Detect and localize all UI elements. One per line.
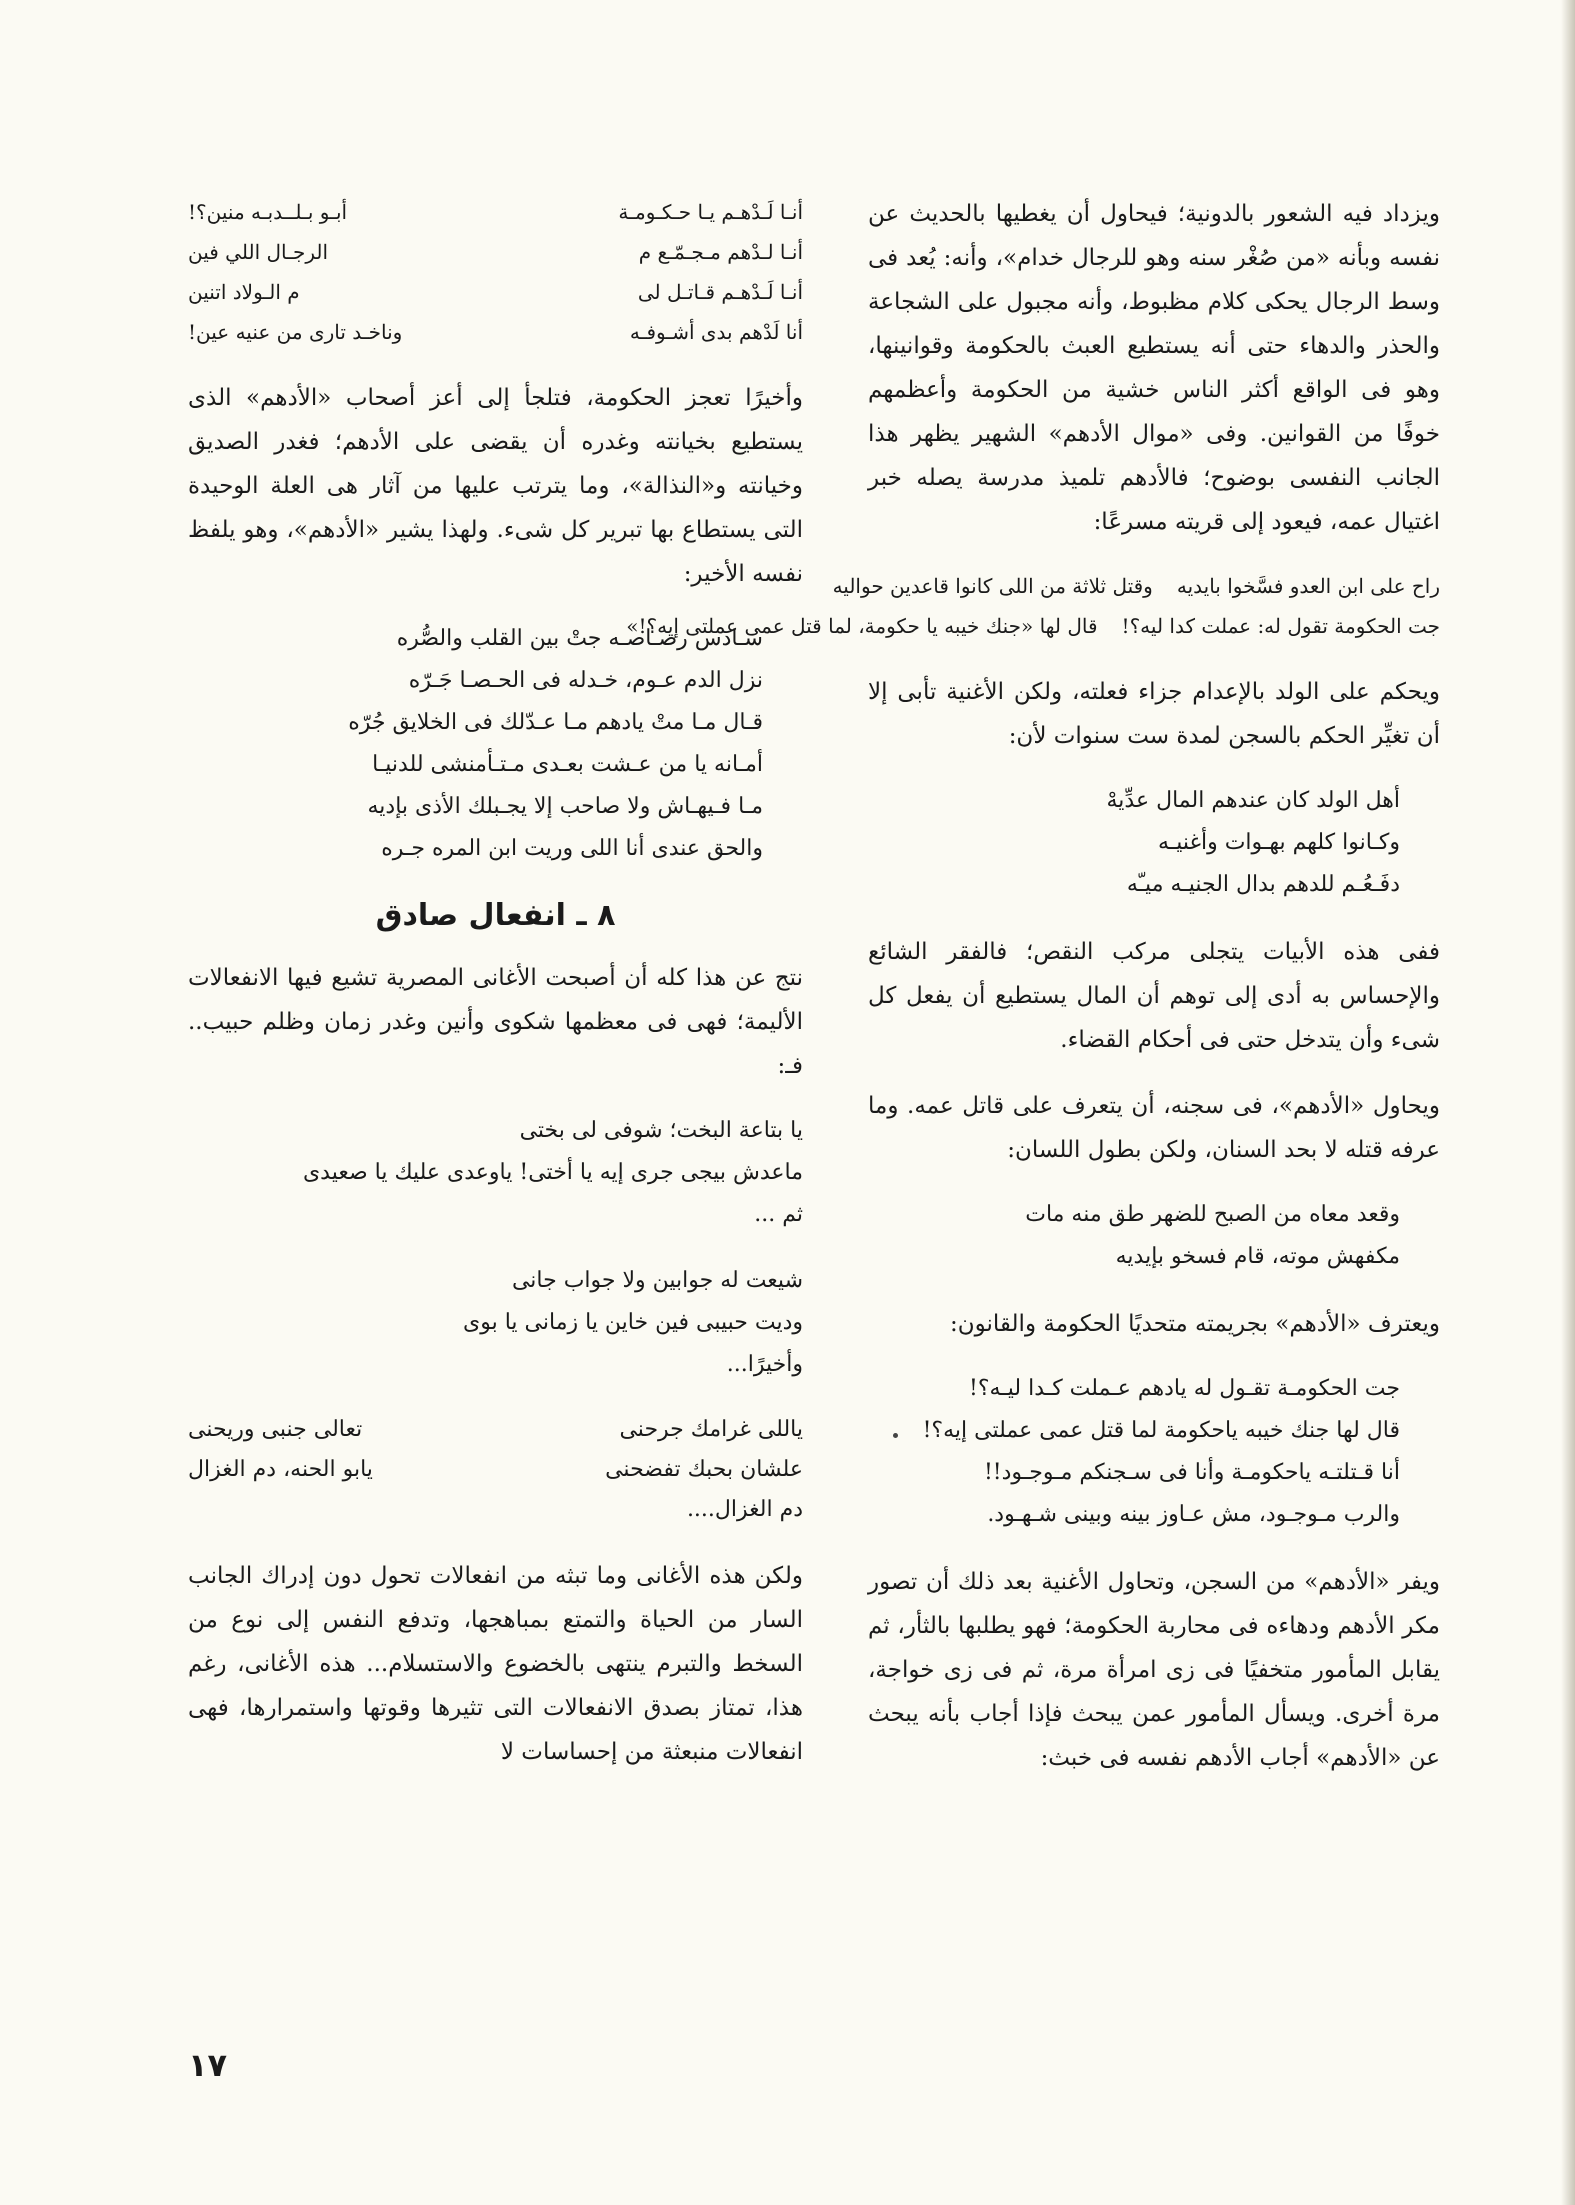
verse-half: تعالى جنبى وريحنى <box>188 1417 363 1442</box>
verse-row <box>188 272 803 312</box>
verse-block <box>188 1260 803 1386</box>
verse-block <box>908 1368 1400 1536</box>
verse-half: أنـا لـدْهم مـجـمّـع م <box>638 240 803 264</box>
paragraph: ويحكم على الولد بالإعدام جزاء فعلته، ولكن الأغنية تأبى إلا أن تغيِّر الحكم بالسجن لمدة ست سنوات لأن: <box>868 679 1440 749</box>
verse-row <box>188 232 803 272</box>
page-edge-shadow <box>1561 0 1575 2205</box>
verse-line: دم الغزال.... <box>686 1497 803 1522</box>
verse-row <box>188 1450 803 1490</box>
verse-half: وقتل ثلاثة من اللى كانوا قاعدين حواليه <box>832 574 1153 598</box>
two-part-verse <box>188 192 803 352</box>
verse-line: يا بتاعة البخت؛ شوفى لى بختى <box>519 1118 803 1143</box>
verse-row <box>188 1410 803 1450</box>
two-part-verse <box>188 1410 803 1530</box>
verse-line: والحق عندى أنا اللى وريت ابن المره جـره <box>381 836 763 861</box>
two-part-verse <box>626 566 1440 646</box>
paragraph: ويحاول «الأدهم»، فى سجنه، أن يتعرف على قاتل عمه. وما عرفه قتله لا بحد السنان، ولكن بطول اللسان: <box>868 1093 1440 1163</box>
paragraph: ففى هذه الأبيات يتجلى مركب النقص؛ فالفقر الشائع والإحساس به أدى إلى توهم أن المال يستطيع أن يفعل كل شىء وأن يتدخل حتى فى أحكام القضاء. <box>868 939 1440 1053</box>
paragraph: وأخيرًا تعجز الحكومة، فتلجأ إلى أعز أصحاب «الأدهم» الذى يستطيع بخيانته وغدره أن يقضى على الأدهم؛ فغدر الصديق وخيانته و«النذالة»، وما يترتب عليها من آثار هى العلة الوحيدة التى يستطاع بها تبرير كل شىء. ولهذا يشير «الأدهم»، وهو يلفظ نفسه الأخير: <box>188 385 803 587</box>
page-number: ١٧ <box>188 2046 228 2084</box>
verse-line: دفَـعُـم للدهم بدال الجنيـه ميـّه <box>1126 872 1400 897</box>
verse-half: ياللى غرامك جرحنى <box>619 1417 803 1442</box>
paragraph: ولكن هذه الأغانى وما تبثه من انفعالات تحول دون إدراك الجانب السار من الحياة والتمتع بمباهجها، وتدفع النفس إلى نوع من السخط والتبرم ينتهى بالخضوع والاستسلام... هذه الأغانى، رغم هذا، تمتاز بصدق الانفعالات التى تثيرها وقوتها واستمرارها، فهى انفعالات منبعثة من إحساسات لا <box>188 1563 803 1765</box>
verse-line: وديت حبيبى فين خاين يا زمانى يا بوى <box>463 1310 803 1335</box>
verse-row <box>188 312 803 352</box>
verse-row <box>188 192 803 232</box>
verse-half: أنـا لَـدْهـم قـاتـل لى <box>637 280 803 304</box>
verse-half: الرجـال اللي فين <box>188 240 329 264</box>
paragraph: نتج عن هذا كله أن أصبحت الأغانى المصرية تشيع فيها الانفعالات الأليمة؛ فهى فى معظمها شكوى وأنين وغدر زمان وظلم حبيب.. فـ: <box>188 965 803 1079</box>
verse-line: أنا قـتلتـه ياحكومـة وأنا فى سـجنكم مـوجـود!! <box>983 1460 1400 1485</box>
verse-line: والرب مـوجـود، مش عـاوز بينه وبينى شـهـود. <box>987 1502 1400 1527</box>
verse-line: ماعدش بيجى جرى إيه يا أختى! ياوعدى عليك يا صعيدى <box>302 1160 803 1185</box>
section-heading: ٨ ـ انفعال صادق <box>375 898 616 933</box>
paragraph: ويفر «الأدهم» من السجن، وتحاول الأغنية بعد ذلك أن تصور مكر الأدهم ودهاءه فى محاربة الحكومة؛ فهو يطلبها بالثأر، ثم يقابل المأمور متخفيًا فى زى امرأة مرة، ثم فى زى خواجة، مرة أخرى. ويسأل المأمور عمن يبحث فإذا أجاب بأنه يبحث عن «الأدهم» أجاب الأدهم نفسه فى خبث: <box>868 1569 1440 1771</box>
verse-half: أنا لَدْهم بدى أشـوفـه <box>629 320 803 344</box>
left-column <box>188 192 803 1972</box>
verse-line: أهل الولد كان عندهم المال عدِّيهْ <box>1106 788 1400 813</box>
verse-line: شيعت له جوابين ولا جواب جانى <box>511 1268 803 1293</box>
verse-line: قال لها جنك خيبه ياحكومة لما قتل عمى عملتى إيه؟! <box>922 1418 1400 1443</box>
verse-line: نزل الدم عـوم، خـدله فى الحـصـا جَـرّه <box>408 668 763 693</box>
verse-line: وكـانوا كلهم بهـوات وأغنيـه <box>1157 830 1400 855</box>
verse-line: مـا فـيهـاش ولا صاحب إلا يجـبلك الأذى بإديه <box>367 794 763 819</box>
verse-line: جت الحكومـة تقـول له يادهم عـملت كـدا ليـه؟! <box>969 1376 1400 1401</box>
verse-line: قـال مـا متْ يادهم مـا عـدّلك فى الخلايق جُرّه <box>348 710 763 735</box>
ink-spot <box>893 1433 898 1438</box>
verse-line: مكفهش موته، قام فسخو بإيديه <box>1115 1244 1400 1269</box>
verse-line: أمـانه يا من عـشت بعـدى مـتـأمنشى للدنيـا <box>372 752 763 777</box>
verse-block <box>908 780 1400 906</box>
verse-half: جت الحكومة تقول له: عملت كدا ليه؟! <box>1121 614 1440 638</box>
verse-half: علشان بحبك تفضحنى <box>605 1457 803 1482</box>
verse-half: راح على ابن العدو فسَّخوا بايديه <box>1176 574 1440 598</box>
verse-line: وأخيرًا... <box>726 1352 803 1377</box>
verse-block <box>188 1110 803 1236</box>
verse-block <box>228 618 763 870</box>
verse-row <box>626 606 1440 646</box>
paragraph: ويزداد فيه الشعور بالدونية؛ فيحاول أن يغطيها بالحديث عن نفسه وبأنه «من صُغْر سنه وهو للرجال خدام»، وأنه: يُعد فى وسط الرجال يحكى كلام مظبوط، وأنه مجبول على الشجاعة والحذر والدهاء حتى أنه يستطيع العبث بالحكومة وقوانينها، وهو فى الواقع أكثر الناس خشية من الحكومة وأعظمهم خوفًا من القوانين. وفى «موال الأدهم» الشهير يظهر هذا الجانب النفسى بوضوح؛ فالأدهم تلميذ مدرسة يصله خبر اغتيال عمه، فيعود إلى قريته مسرعًا: <box>868 201 1440 535</box>
verse-half: م الـولاد اتنين <box>188 280 300 304</box>
verse-half: وناخـد تارى من عنيه عين! <box>188 320 403 344</box>
verse-line: سـادس رصـاصـه جتْ بين القلب والصُّره <box>396 626 763 651</box>
verse-row <box>832 566 1440 606</box>
verse-line: وقعد معاه من الصبح للضهر طق منه مات <box>1025 1202 1400 1227</box>
verse-half: يابو الحنه، دم الغزال <box>188 1457 373 1482</box>
verse-half: قال لها «جنك خيبه يا حكومة، لما قتل عمى عملتى إيه؟!» <box>626 614 1098 638</box>
verse-half: أبـو بـلــدبـه منين؟! <box>188 200 348 224</box>
paragraph: ويعترف «الأدهم» بجريمته متحديًا الحكومة والقانون: <box>949 1311 1440 1337</box>
verse-block <box>908 1194 1400 1278</box>
verse-half: أنـا لَـدْهـم يـا حـكـومـة <box>618 200 803 224</box>
verse-line: ثم ... <box>754 1202 803 1227</box>
